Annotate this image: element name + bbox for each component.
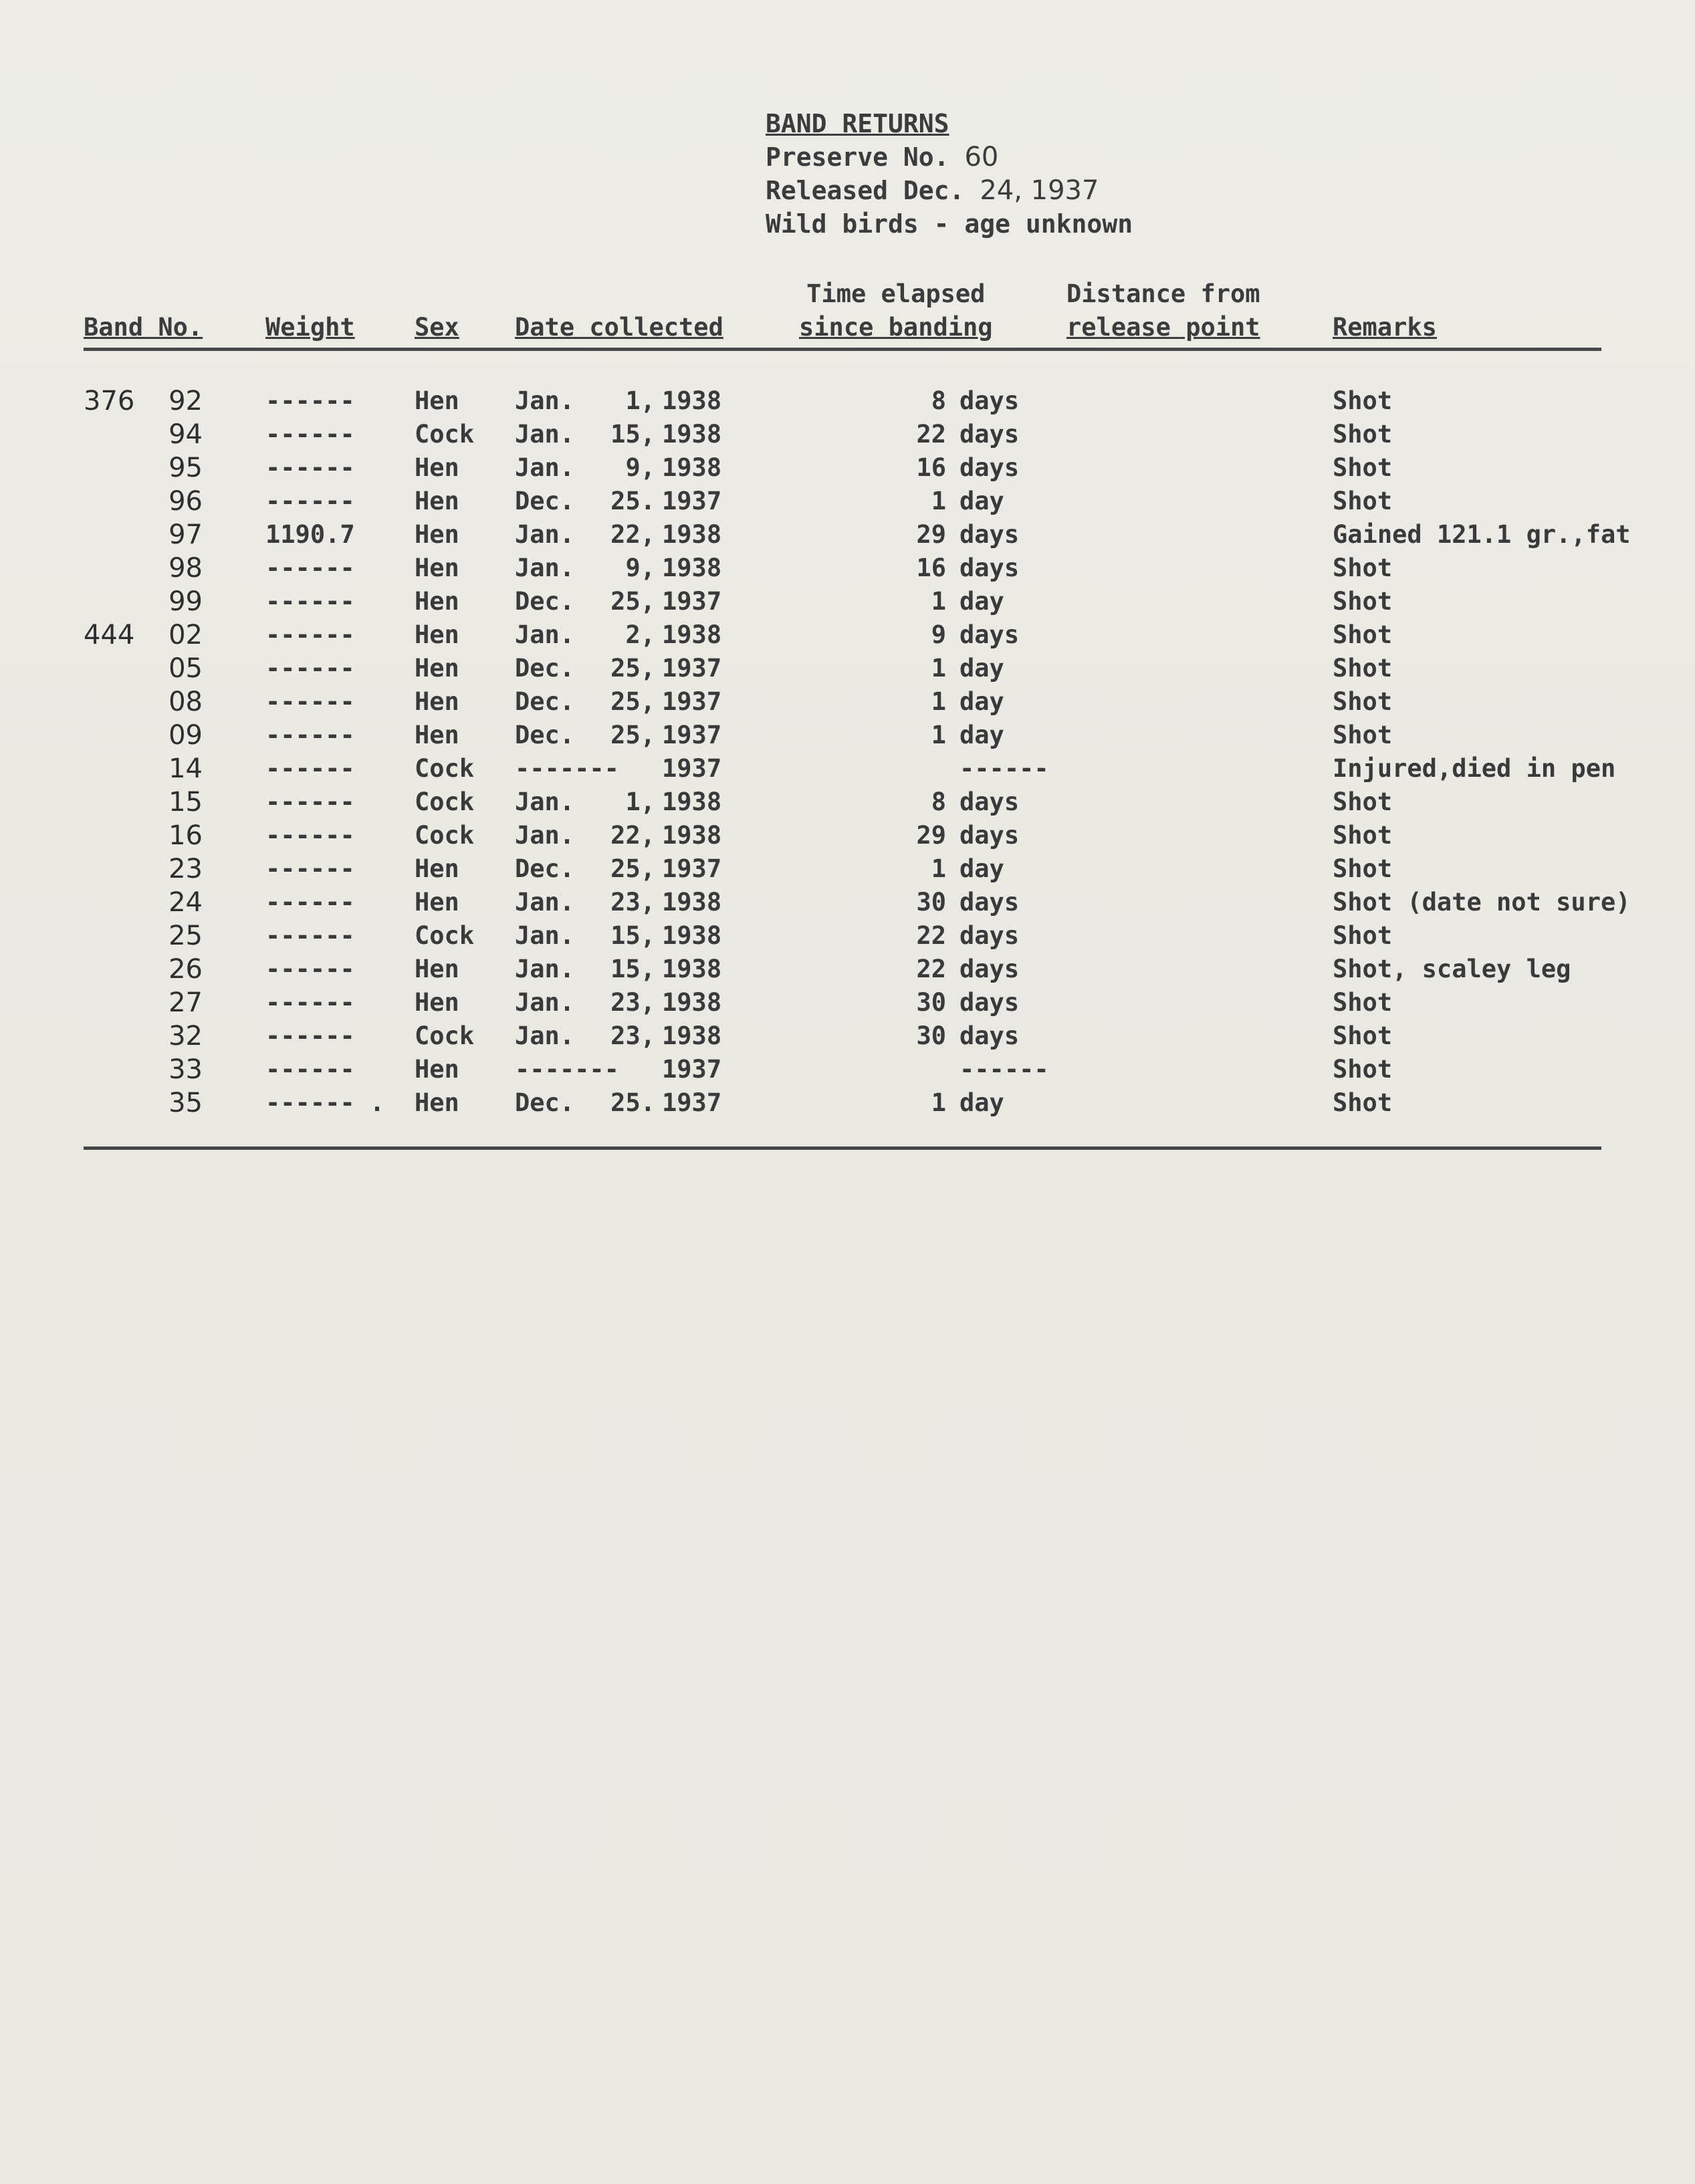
elapsed-cell [752,485,1033,518]
date-month: Jan. [515,821,575,850]
table-row [84,585,1601,618]
elapsed-number: 1 [931,687,946,716]
remarks-cell: Shot [1333,787,1393,816]
date-day: 23, [610,988,655,1017]
remarks-cell: Shot [1333,620,1393,649]
elapsed-unit: day [959,854,1004,883]
elapsed-number: 1 [931,721,946,749]
date-day: 9, [625,453,655,482]
table-row [84,384,1601,418]
table-row [84,652,1601,685]
date-day: 1, [625,787,655,816]
date-day: 9, [625,554,655,582]
date-year: 1938 [662,520,722,549]
date-year: 1937 [662,487,722,515]
elapsed-unit: days [959,453,1020,482]
elapsed-number: 9 [931,620,946,649]
date-day: 23, [610,1021,655,1050]
table-row [84,919,1601,953]
table-row [84,852,1601,886]
elapsed-unit: days [959,955,1020,983]
elapsed-cell [752,1053,1049,1086]
date-month: Dec. [515,654,575,683]
band-number: 99 [168,586,203,617]
table-row [84,886,1631,919]
table-row [84,485,1601,518]
date-month: Dec. [515,1088,575,1117]
elapsed-unit: days [959,386,1020,415]
table-row [84,819,1601,852]
date-day: 15, [610,921,655,950]
sex-cell: Hen [415,1055,459,1084]
band-number: 92 [168,386,203,416]
weight-cell: ------ [265,1055,355,1084]
date-year: 1938 [662,888,722,917]
date-day: 25, [610,654,655,683]
sex-cell: Hen [415,554,459,582]
weight-cell: ------ [265,955,355,983]
elapsed-number: 30 [916,1021,946,1050]
date-year: 1938 [662,453,722,482]
date-day: 22, [610,520,655,549]
date-year: 1938 [662,386,722,415]
date-year: 1937 [662,587,722,616]
released-line [766,174,1133,207]
weight-cell: ------ [265,487,355,515]
date-day: 25. [610,487,655,515]
remarks-cell: Shot [1333,453,1393,482]
preserve-line [766,140,1133,174]
elapsed-number: 29 [916,520,946,549]
band-number: 98 [168,553,203,584]
date-year: 1938 [662,988,722,1017]
elapsed-number: 8 [931,787,946,816]
description-line: Wild birds - age unknown [766,209,1133,239]
elapsed-cell [752,1086,1033,1120]
date-day: 22, [610,821,655,850]
date-day: 23, [610,888,655,917]
elapsed-cell [752,819,1033,852]
sex-cell: Cock [415,921,475,950]
sex-cell: Cock [415,420,475,449]
date-month: Dec. [515,687,575,716]
elapsed-cell [752,752,1049,785]
elapsed-unit: days [959,821,1020,850]
date-month: Dec. [515,854,575,883]
weight-cell: ------ [265,854,355,883]
elapsed-unit: day [959,721,1004,749]
elapsed-cell [752,719,1033,752]
date-year: 1937 [662,654,722,683]
date-year: 1937 [662,687,722,716]
col-date-collected: Date collected [515,313,723,342]
date-day: 1, [625,386,655,415]
elapsed-cell [752,618,1033,652]
date-month: Jan. [515,921,575,950]
date-month: ------- [515,1055,619,1084]
weight-cell: ------ [265,721,355,749]
date-month: ------- [515,754,619,783]
document-header [766,107,1133,241]
sex-cell: Hen [415,721,459,749]
weight-cell: ------ [265,921,355,950]
elapsed-cell [752,518,1033,552]
remarks-cell: Shot [1333,587,1393,616]
remarks-cell: Shot [1333,386,1393,415]
date-year: 1938 [662,787,722,816]
sex-cell: Hen [415,888,459,917]
table-row [84,685,1601,719]
sex-cell: Hen [415,520,459,549]
table-row [84,986,1601,1019]
elapsed-number: 22 [916,921,946,950]
band-number: 02 [168,620,203,650]
elapsed-cell [752,953,1033,986]
elapsed-cell [752,986,1033,1019]
sex-cell: Cock [415,787,475,816]
table-row [84,719,1601,752]
band-number: 32 [168,1021,203,1052]
elapsed-number: 16 [916,554,946,582]
sex-cell: Hen [415,487,459,515]
elapsed-number: 16 [916,453,946,482]
elapsed-unit: days [959,888,1020,917]
date-year: 1938 [662,921,722,950]
elapsed-number: 22 [916,955,946,983]
elapsed-number: 1 [931,654,946,683]
weight-cell: ------ [265,888,355,917]
remarks-cell: Shot [1333,654,1393,683]
elapsed-cell [752,585,1033,618]
remarks-cell: Shot [1333,1021,1393,1050]
band-number: 15 [168,787,203,818]
elapsed-cell [752,886,1033,919]
remarks-cell: Shot [1333,487,1393,515]
band-number: 95 [168,453,203,483]
remarks-cell: Shot [1333,854,1393,883]
elapsed-cell [752,685,1033,719]
weight-cell: ------ [265,554,355,582]
col-band-no: Band No. [84,313,203,342]
band-number: 23 [168,854,203,884]
elapsed-unit: days [959,921,1020,950]
table-row [84,785,1601,819]
band-number: 25 [168,921,203,951]
remarks-cell: Shot [1333,821,1393,850]
band-prefix: 444 [84,620,135,650]
elapsed-cell [752,552,1033,585]
date-month: Jan. [515,787,575,816]
elapsed-unit: days [959,420,1020,449]
sex-cell: Hen [415,854,459,883]
table-row [84,953,1601,986]
elapsed-unit: days [959,988,1020,1017]
remarks-cell: Shot [1333,1088,1393,1117]
date-month: Dec. [515,587,575,616]
date-month: Dec. [515,487,575,515]
band-number: 05 [168,653,203,684]
date-year: 1938 [662,955,722,983]
date-day: 25, [610,854,655,883]
date-year: 1938 [662,821,722,850]
remarks-cell: Shot [1333,687,1393,716]
sex-cell: Hen [415,386,459,415]
sex-cell: Hen [415,1088,459,1117]
band-prefix: 376 [84,386,135,416]
weight-cell: ------ [265,787,355,816]
weight-cell: ------ [265,687,355,716]
elapsed-cell [752,418,1033,451]
col-remarks: Remarks [1333,313,1437,342]
date-day: 25, [610,687,655,716]
band-number: 27 [168,987,203,1018]
elapsed-unit: ------ [959,1055,1049,1084]
released-date: 24, 1937 [980,175,1099,206]
band-number: 94 [168,419,203,450]
date-year: 1937 [662,754,722,783]
elapsed-number: 30 [916,888,946,917]
col-sex: Sex [415,313,459,342]
date-month: Jan. [515,888,575,917]
table-row [84,518,1631,552]
band-number: 24 [168,887,203,918]
date-month: Dec. [515,721,575,749]
table-row [84,752,1616,785]
table-row [84,418,1601,451]
elapsed-unit: days [959,787,1020,816]
elapsed-cell [752,451,1033,485]
header-rule [84,348,1601,351]
date-month: Jan. [515,620,575,649]
elapsed-number: 1 [931,587,946,616]
elapsed-unit: day [959,654,1004,683]
date-year: 1938 [662,1021,722,1050]
table-row [84,1053,1601,1086]
date-month: Jan. [515,453,575,482]
date-day: 2, [625,620,655,649]
elapsed-unit: day [959,1088,1004,1117]
weight-cell: ------ [265,754,355,783]
elapsed-unit: days [959,620,1020,649]
elapsed-number: 22 [916,420,946,449]
elapsed-unit: day [959,587,1004,616]
col-weight: Weight [265,313,355,342]
band-number: 97 [168,519,203,550]
elapsed-number: 1 [931,1088,946,1117]
date-month: Jan. [515,554,575,582]
elapsed-number: 1 [931,854,946,883]
elapsed-number: 1 [931,487,946,515]
elapsed-cell [752,652,1033,685]
weight-cell: ------ [265,453,355,482]
sex-cell: Cock [415,754,475,783]
elapsed-number: 30 [916,988,946,1017]
weight-cell: ------ [265,420,355,449]
table-row [84,618,1601,652]
sex-cell: Hen [415,687,459,716]
weight-cell: ------ [265,1021,355,1050]
band-number: 08 [168,687,203,717]
table-row [84,1086,1601,1120]
elapsed-unit: days [959,520,1020,549]
col-distance: Distance from release point [1066,279,1260,342]
weight-cell: ------ . [265,1088,385,1117]
sex-cell: Hen [415,453,459,482]
col-time-elapsed: Time elapsed since banding [799,279,993,342]
date-month: Jan. [515,420,575,449]
band-number: 09 [168,720,203,751]
remarks-cell: Shot [1333,721,1393,749]
elapsed-cell [752,852,1033,886]
remarks-cell: Injured,died in pen [1333,754,1616,783]
elapsed-number: 29 [916,821,946,850]
date-year: 1938 [662,554,722,582]
elapsed-unit: day [959,487,1004,515]
date-day: 25. [610,1088,655,1117]
sex-cell: Cock [415,821,475,850]
sex-cell: Hen [415,587,459,616]
elapsed-unit: ------ [959,754,1049,783]
elapsed-cell [752,384,1033,418]
remarks-cell: Shot [1333,554,1393,582]
sex-cell: Hen [415,955,459,983]
elapsed-unit: days [959,554,1020,582]
date-month: Jan. [515,520,575,549]
table-body [84,384,1631,1120]
date-year: 1937 [662,1055,722,1084]
document-title: BAND RETURNS [766,109,949,138]
date-day: 15, [610,955,655,983]
date-year: 1937 [662,854,722,883]
band-number: 35 [168,1088,203,1118]
sex-cell: Hen [415,988,459,1017]
date-year: 1937 [662,721,722,749]
weight-cell: ------ [265,988,355,1017]
band-number: 16 [168,820,203,851]
table-row [84,1019,1601,1053]
remarks-cell: Shot [1333,988,1393,1017]
band-number: 33 [168,1054,203,1085]
date-year: 1938 [662,620,722,649]
remarks-cell: Shot, scaley leg [1333,955,1571,983]
date-day: 25, [610,587,655,616]
weight-cell: ------ [265,587,355,616]
remarks-cell: Shot [1333,1055,1393,1084]
elapsed-cell [752,1019,1033,1053]
weight-cell: 1190.7 [265,520,355,549]
remarks-cell: Shot [1333,921,1393,950]
weight-cell: ------ [265,821,355,850]
elapsed-number: 8 [931,386,946,415]
preserve-number: 60 [964,142,999,172]
date-month: Jan. [515,988,575,1017]
band-number: 14 [168,753,203,784]
sex-cell: Hen [415,620,459,649]
date-year: 1937 [662,1088,722,1117]
weight-cell: ------ [265,654,355,683]
released-label: Released Dec. [766,176,965,205]
date-month: Jan. [515,386,575,415]
elapsed-unit: day [959,687,1004,716]
remarks-cell: Shot [1333,420,1393,449]
date-day: 25, [610,721,655,749]
weight-cell: ------ [265,620,355,649]
table-row [84,552,1601,585]
date-month: Jan. [515,955,575,983]
remarks-cell: Shot (date not sure) [1333,888,1631,917]
bottom-rule [84,1146,1601,1150]
date-year: 1938 [662,420,722,449]
remarks-cell: Gained 121.1 gr.,fat [1333,520,1631,549]
weight-cell: ------ [265,386,355,415]
table-row [84,451,1601,485]
band-number: 26 [168,954,203,985]
sex-cell: Cock [415,1021,475,1050]
date-month: Jan. [515,1021,575,1050]
elapsed-cell [752,919,1033,953]
preserve-label: Preserve No. [766,142,949,172]
sex-cell: Hen [415,654,459,683]
elapsed-cell [752,785,1033,819]
band-number: 96 [168,486,203,517]
elapsed-unit: days [959,1021,1020,1050]
date-day: 15, [610,420,655,449]
